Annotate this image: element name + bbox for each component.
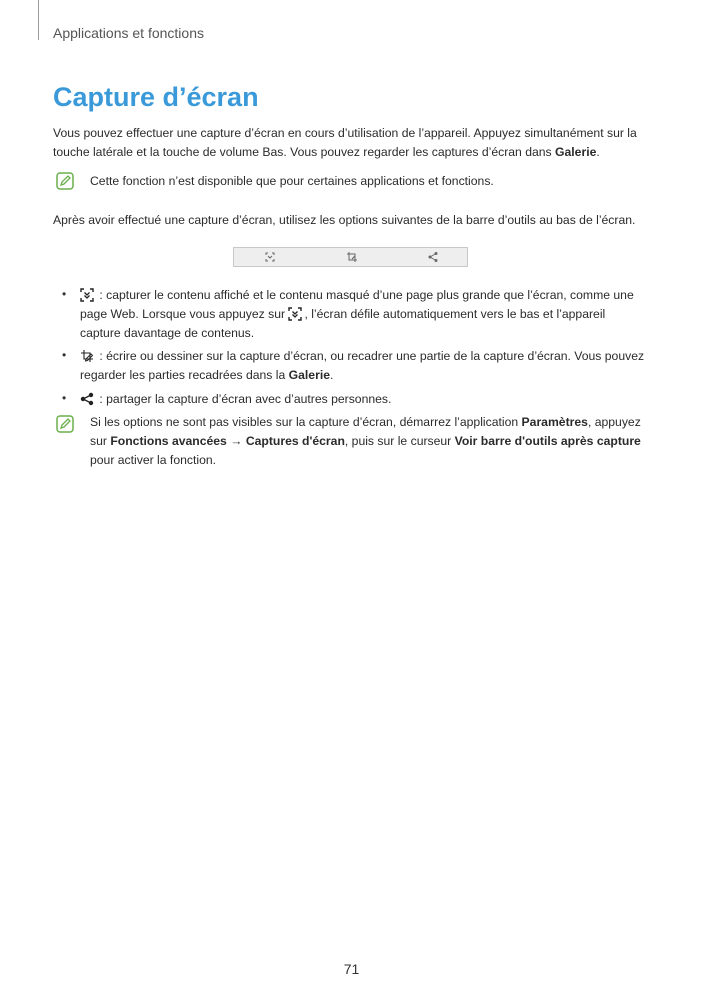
note-2-text-2: , appuyez sur — [90, 415, 641, 448]
toolbar-intro: Après avoir effectué une capture d’écran, utilisez les options suivantes de la barre d’outils au bas de l’écran. — [53, 213, 636, 227]
intro-gallery-link: Galerie — [555, 145, 597, 159]
bullet-3-text: : partager la capture d’écran avec d’autres personnes. — [96, 392, 392, 406]
bullet-2-gallery: Galerie — [288, 368, 330, 382]
page-number: 71 — [343, 961, 360, 977]
margin-rule — [38, 0, 39, 40]
intro-text: Vous pouvez effectuer une capture d’écran en cours d’utilisation de l’appareil. Appuyez simultanément sur la touche latérale et la touche de volume Bas. Vous pouvez regarder les captures d’écran dans — [53, 126, 637, 159]
note-2-arrow: → — [226, 434, 246, 448]
share-icon[interactable] — [427, 251, 439, 263]
bullet-2-text-a: : écrire ou dessiner sur la capture d’écran, ou recadrer une partie de la capture d’écran. Vous pouvez regarder les parties recadrées dans la — [80, 349, 645, 382]
running-header: Applications et fonctions — [53, 25, 204, 41]
scroll-capture-icon — [288, 307, 302, 321]
note-2-text-4: , puis sur le curseur — [344, 434, 455, 448]
bullet-marker: • — [62, 348, 67, 362]
toolbar-switch-label: Voir barre d'outils après capture — [454, 434, 641, 448]
scroll-capture-icon[interactable] — [264, 251, 276, 263]
page-title: Capture d’écran — [53, 82, 259, 112]
share-icon — [80, 392, 94, 406]
scroll-capture-icon — [80, 288, 94, 302]
note-icon — [56, 172, 74, 190]
settings-app-name: Paramètres — [521, 415, 588, 429]
note-availability: Cette fonction n’est disponible que pour certaines applications et fonctions. — [90, 174, 494, 188]
note-icon — [56, 415, 74, 433]
draw-crop-icon[interactable] — [346, 251, 358, 263]
note-settings — [90, 413, 650, 470]
screenshot-toolbar — [233, 247, 468, 267]
bullet-scroll-capture — [80, 286, 645, 343]
intro-end: . — [596, 145, 600, 159]
note-2-text-5: pour activer la fonction. — [90, 453, 217, 467]
bullet-draw-crop — [80, 347, 645, 385]
intro-paragraph — [53, 124, 653, 162]
bullet-share — [80, 390, 645, 409]
bullet-marker: • — [62, 391, 67, 405]
bullet-1-text-b: , l’écran défile automatiquement vers le bas et l’appareil capture davantage de contenus. — [80, 307, 606, 340]
bullet-marker: • — [62, 287, 67, 301]
screenshots-label: Captures d'écran — [245, 434, 345, 448]
bullet-1-text-a: : capturer le contenu affiché et le contenu masqué d’une page plus grande que l’écran, comme une page Web. Lorsque vous appuyez sur — [80, 288, 634, 321]
draw-crop-icon — [80, 349, 94, 363]
advanced-features-label: Fonctions avancées — [110, 434, 227, 448]
bullet-2-end: . — [330, 368, 334, 382]
note-2-text-1: Si les options ne sont pas visibles sur la capture d’écran, démarrez l’application — [90, 415, 522, 429]
